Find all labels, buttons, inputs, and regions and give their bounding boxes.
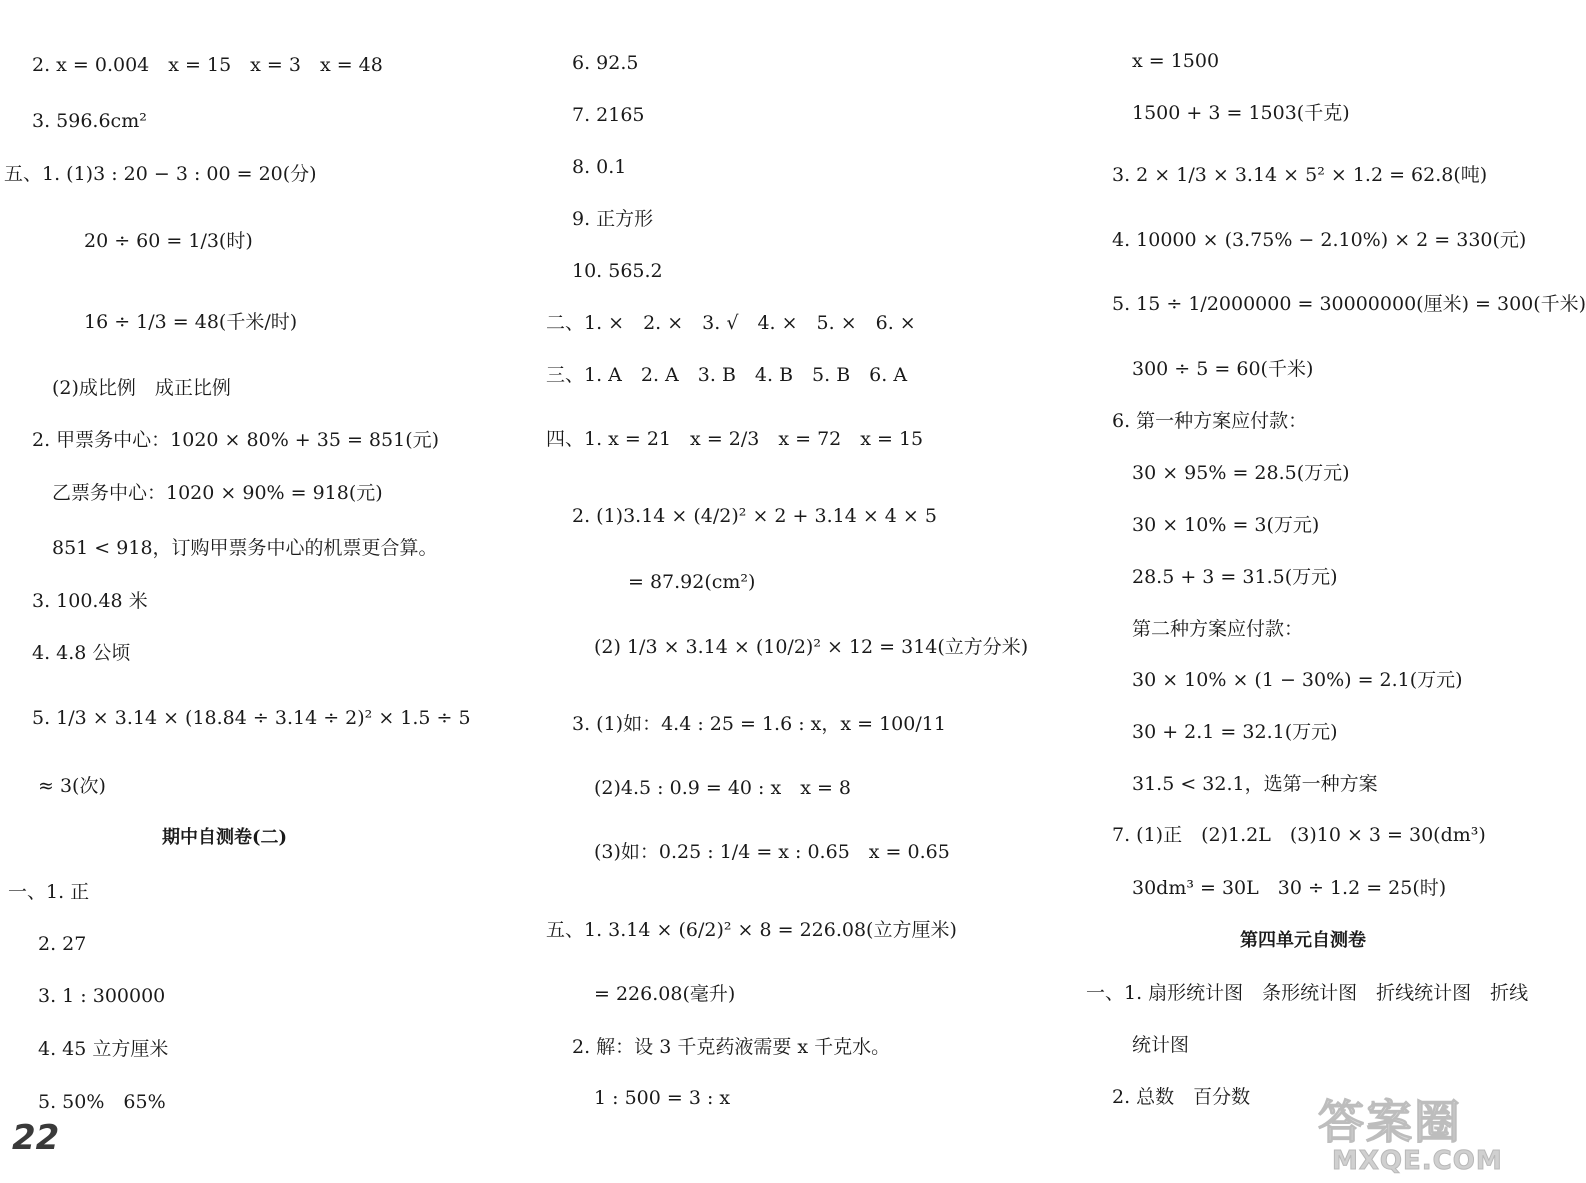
answer-line: 8. 0.1: [572, 156, 627, 178]
answer-line: 5. 50% 65%: [38, 1091, 166, 1113]
answer-line: 1 : 500 = 3 : x: [594, 1087, 731, 1109]
answer-line: x = 1500: [1132, 50, 1220, 72]
answer-line: 6. 92.5: [572, 52, 639, 74]
answer-line: 30 × 95% = 28.5(万元): [1132, 462, 1350, 484]
answer-line: (2) 1/3 × 3.14 × (10/2)² × 12 = 314(立方分米): [594, 636, 1029, 658]
answer-line: 31.5 < 32.1，选第一种方案: [1132, 773, 1378, 795]
answer-line: 20 ÷ 60 = 1/3(时): [84, 230, 253, 252]
answer-line: 统计图: [1132, 1034, 1190, 1056]
answer-line: 3. 100.48 米: [32, 590, 148, 612]
answer-line: 二、1. × 2. × 3. √ 4. × 5. × 6. ×: [546, 312, 916, 334]
watermark-url: MXQE.COM: [1332, 1146, 1503, 1176]
answer-line: 2. 27: [38, 933, 87, 955]
answer-line: 30 × 10% = 3(万元): [1132, 514, 1320, 536]
answer-line: 2. 解：设 3 千克药液需要 x 千克水。: [572, 1036, 891, 1058]
answer-column-3: [1080, 0, 1586, 1183]
answer-line: 16 ÷ 1/3 = 48(千米/时): [84, 311, 298, 333]
answer-line: 9. 正方形: [572, 208, 654, 230]
section-title: 第四单元自测卷: [1240, 930, 1366, 951]
answer-line: 乙票务中心：1020 × 90% = 918(元): [52, 482, 383, 504]
answer-line: (3)如：0.25 : 1/4 = x : 0.65 x = 0.65: [594, 841, 950, 863]
answer-line: (2)成比例 成正比例: [52, 377, 231, 399]
answer-line: 2. 总数 百分数: [1112, 1086, 1251, 1108]
answer-line: 4. 10000 × (3.75% − 2.10%) × 2 = 330(元): [1112, 229, 1527, 251]
answer-line: 2. x = 0.004 x = 15 x = 3 x = 48: [32, 54, 383, 76]
answer-line: 5. 1/3 × 3.14 × (18.84 ÷ 3.14 ÷ 2)² × 1.5 ÷ 5: [32, 707, 471, 729]
answer-line: 五、1. (1)3 : 20 − 3 : 00 = 20(分): [4, 163, 317, 185]
answer-line: 2. 甲票务中心：1020 × 80% + 35 = 851(元): [32, 429, 440, 451]
answer-line: = 226.08(毫升): [594, 983, 736, 1005]
answer-line: 3. (1)如：4.4 : 25 = 1.6 : x，x = 100/11: [572, 713, 946, 735]
answer-line: 4. 45 立方厘米: [38, 1038, 169, 1060]
answer-line: 一、1. 扇形统计图 条形统计图 折线统计图 折线: [1086, 982, 1529, 1004]
answer-line: 10. 565.2: [572, 260, 663, 282]
answer-line: 四、1. x = 21 x = 2/3 x = 72 x = 15: [546, 428, 924, 450]
answer-line: 4. 4.8 公顷: [32, 642, 131, 664]
answer-line: 三、1. A 2. A 3. B 4. B 5. B 6. A: [546, 364, 908, 386]
answer-line: 第二种方案应付款：: [1132, 618, 1304, 640]
answer-line: 五、1. 3.14 × (6/2)² × 8 = 226.08(立方厘米): [546, 919, 957, 941]
answer-line: 6. 第一种方案应付款：: [1112, 410, 1308, 432]
answer-line: = 87.92(cm²): [628, 571, 756, 593]
answer-line: 3. 2 × 1/3 × 3.14 × 5² × 1.2 = 62.8(吨): [1112, 164, 1488, 186]
answer-line: 28.5 + 3 = 31.5(万元): [1132, 566, 1338, 588]
answer-line: 2. (1)3.14 × (4/2)² × 2 + 3.14 × 4 × 5: [572, 505, 937, 527]
answer-line: 30 + 2.1 = 32.1(万元): [1132, 721, 1338, 743]
answer-line: 7. (1)正 (2)1.2L (3)10 × 3 = 30(dm³): [1112, 824, 1486, 846]
answer-line: 3. 1 : 300000: [38, 985, 166, 1007]
answer-line: ≈ 3(次): [38, 775, 106, 797]
watermark-logo: 答案圈: [1318, 1095, 1462, 1149]
answer-line: (2)4.5 : 0.9 = 40 : x x = 8: [594, 777, 852, 799]
answer-line: 7. 2165: [572, 104, 645, 126]
answer-column-2: [540, 0, 1060, 1183]
answer-line: 一、1. 正: [8, 881, 90, 903]
answer-line: 5. 15 ÷ 1/2000000 = 30000000(厘米) = 300(千米): [1112, 293, 1586, 315]
answer-line: 851 < 918，订购甲票务中心的机票更合算。: [52, 537, 438, 559]
answer-line: 300 ÷ 5 = 60(千米): [1132, 358, 1314, 380]
answer-line: 30dm³ = 30L 30 ÷ 1.2 = 25(时): [1132, 877, 1447, 899]
section-title: 期中自测卷(二): [162, 827, 288, 848]
answer-line: 30 × 10% × (1 − 30%) = 2.1(万元): [1132, 669, 1463, 691]
answer-column-1: [0, 0, 520, 1183]
page-number: 22: [12, 1118, 60, 1158]
answer-line: 3. 596.6cm²: [32, 110, 147, 132]
answer-line: 1500 + 3 = 1503(千克): [1132, 102, 1350, 124]
